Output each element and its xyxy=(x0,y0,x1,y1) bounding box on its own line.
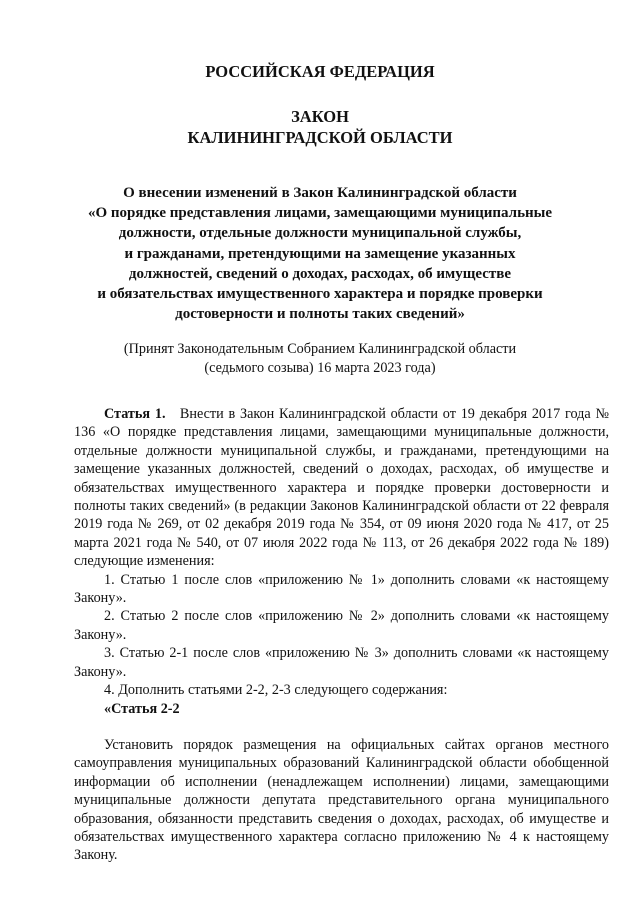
title-line: и гражданами, претендующими на замещение указанных xyxy=(124,245,516,262)
adoption-line-1: (Принят Законодательным Собранием Калининградской области xyxy=(123,341,517,357)
article-2-2-heading: «Статья 2-2 xyxy=(104,700,180,717)
title-line: О внесении изменений в Закон Калининградской области xyxy=(123,185,517,201)
title-line: и обязательствах имущественного характера и порядке проверки xyxy=(97,286,543,303)
amendment-item-1: 1. Статью 1 после слов «приложению № 1» дополнить словами «к настоящему Закону». xyxy=(74,571,609,607)
adoption-note xyxy=(60,340,580,378)
article-1-label: Статья 1. xyxy=(104,406,166,422)
law-title: ЗАКОН xyxy=(291,107,349,126)
adoption-line-2: (седьмого созыва) 16 марта 2023 года) xyxy=(204,360,436,376)
amendment-item-4: 4. Дополнить статьями 2-2, 2-3 следующего содержания: xyxy=(104,682,448,699)
article-1-text: Внести в Закон Калининградской области от 19 декабря 2017 года № 136 «О порядке представления лицами, замещающими муниципальные должности, отдельные должности муниципальной службы, и гражданами, претендующими на замещение указанных должностей, сведений о доходах, расходах, об имуществе и обязательствах имущественного характера и порядке проверки достоверности и полноты таких сведений» (в редакции Законов Калининградской области от 22 февраля 2019 года № 269, от 02 декабря 2019 года № 354, от 09 июня 2020 года № 417, от 25 марта 2021 года № 540, от 07 июля 2022 года № 113, от 26 декабря 2022 года № 189) следующие изменения: xyxy=(74,406,609,570)
law-heading xyxy=(0,106,640,148)
federation-heading: РОССИЙСКАЯ ФЕДЕРАЦИЯ xyxy=(205,62,435,81)
article-1-paragraph xyxy=(74,405,609,571)
amendment-item-2: 2. Статью 2 после слов «приложению № 2» дополнить словами «к настоящему Закону». xyxy=(74,608,609,643)
law-subject-title xyxy=(60,183,580,324)
title-line: должностей, сведений о доходах, расходах, об имуществе xyxy=(128,265,512,282)
title-line: «О порядке представления лицами, замещающими муниципальные xyxy=(87,205,553,222)
article-2-2-text: Установить порядок размещения на официальных сайтах органов местного самоуправления муниципальных образований Калининградской области обобщенной информации об исполнении (ненадлежащем исполнении) лицами, замещающими муниципальные должности депутата представительного органа муниципального образования, обязанности представить сведения о доходах, расходах, об имуществе и обязательствах имущественного характера согласно приложению № 4 к настоящему Закону. xyxy=(74,736,609,864)
article-2-2-label xyxy=(74,700,609,718)
law-body xyxy=(74,405,609,865)
title-line: должности, отдельные должности муниципальной службы, xyxy=(118,225,522,242)
title-line: достоверности и полноты таких сведений» xyxy=(175,306,465,323)
region-title: КАЛИНИНГРАДСКОЙ ОБЛАСТИ xyxy=(187,128,453,147)
amendment-item-3: 3. Статью 2-1 после слов «приложению № 3» дополнить словами «к настоящему Закону». xyxy=(74,645,609,680)
